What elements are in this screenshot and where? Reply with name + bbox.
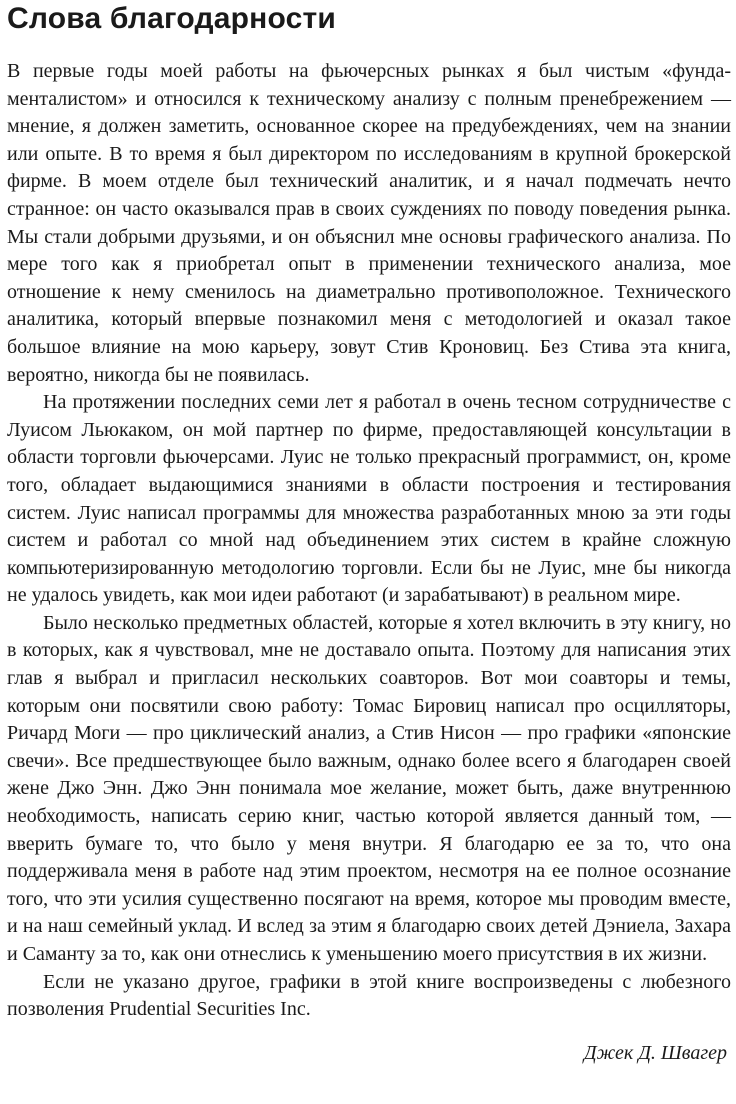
paragraph: Было несколько предметных областей, которые я хотел включить в эту книгу, но в которых, как я чувствовал, мне не доставало опыта. Поэтому для написания этих глав я выбрал и пригласил нескольких соавторов. Вот мои соавторы и темы, которым они посвятили свою работу: Томас Бировиц написал про осцилляторы, Ричард Моги — про циклический анализ, а Стив Нисон — про графики «японские свечи». Все предшествующее было важным, однако более всего я благодарен своей жене Джо Энн. Джо Энн понимала мое желание, может быть, даже внутреннюю необходимость, написать серию книг, частью которой является данный том, — вверить бумаге то, что было у меня внутри. Я благодарю ее за то, что она поддерживала меня в работе над этим проектом, несмотря на ее полное осознание того, что эти усилия существенно посягают на время, которое мы проводим вместе, и на наш семейный уклад. И вслед за этим я благодарю своих детей Дэниела, Захара и Саманту за то, как они отнеслись к уменьшению моего присутствия в их жизни.: [7, 611, 731, 965]
author-signature: Джек Д. Швагер: [583, 1041, 727, 1064]
page: [7, 0, 731, 1066]
paragraph: На протяжении последних семи лет я работал в очень тесном сотрудничестве с Луисом Льюкаком, он мой партнер по фирме, предоставляющей консультации в области торговли фьючерсами. Луис не только прекрасный программист, он, кроме того, обладает выдающимися знаниями в области построения и тестирования систем. Луис написал программы для множества разработанных мною за эти годы систем и работал со мной над объединением этих систем в крайне сложную компьютеризированную методологию торговли. Если бы не Луис, мне бы никогда не удалось увидеть, как мои идеи работают (и зарабатывают) в реальном мире.: [7, 391, 731, 607]
paragraph: Если не указано другое, графики в этой книге воспроизведены с любезного позволения Prudential Securities Inc.: [7, 970, 731, 1021]
paragraph: В первые годы моей работы на фьючерсных рынках я был чистым «фундаменталистом» и относился к техническому анализу с полным пренебрежением — мнение, я должен заметить, основанное скорее на предубеждениях, чем на знании или опыте. В то время я был директором по исследованиям в крупной брокерской фирме. В моем отделе был технический аналитик, и я начал подмечать нечто странное: он часто оказывался прав в своих суждениях по поводу поведения рынка. Мы стали добрыми друзьями, и он объяснил мне основы графического анализа. По мере того как я приобретал опыт в применении технического анализа, мое отношение к нему сменилось на диаметрально противоположное. Технического аналитика, который впервые познакомил меня с методологией и оказал такое большое влияние на мою карьеру, зовут Стив Кроновиц. Без Стива эта книга, вероятно, никогда бы не появилась.: [7, 60, 731, 386]
page-title: Слова благодарности: [7, 2, 336, 35]
body-text: [7, 58, 731, 1024]
